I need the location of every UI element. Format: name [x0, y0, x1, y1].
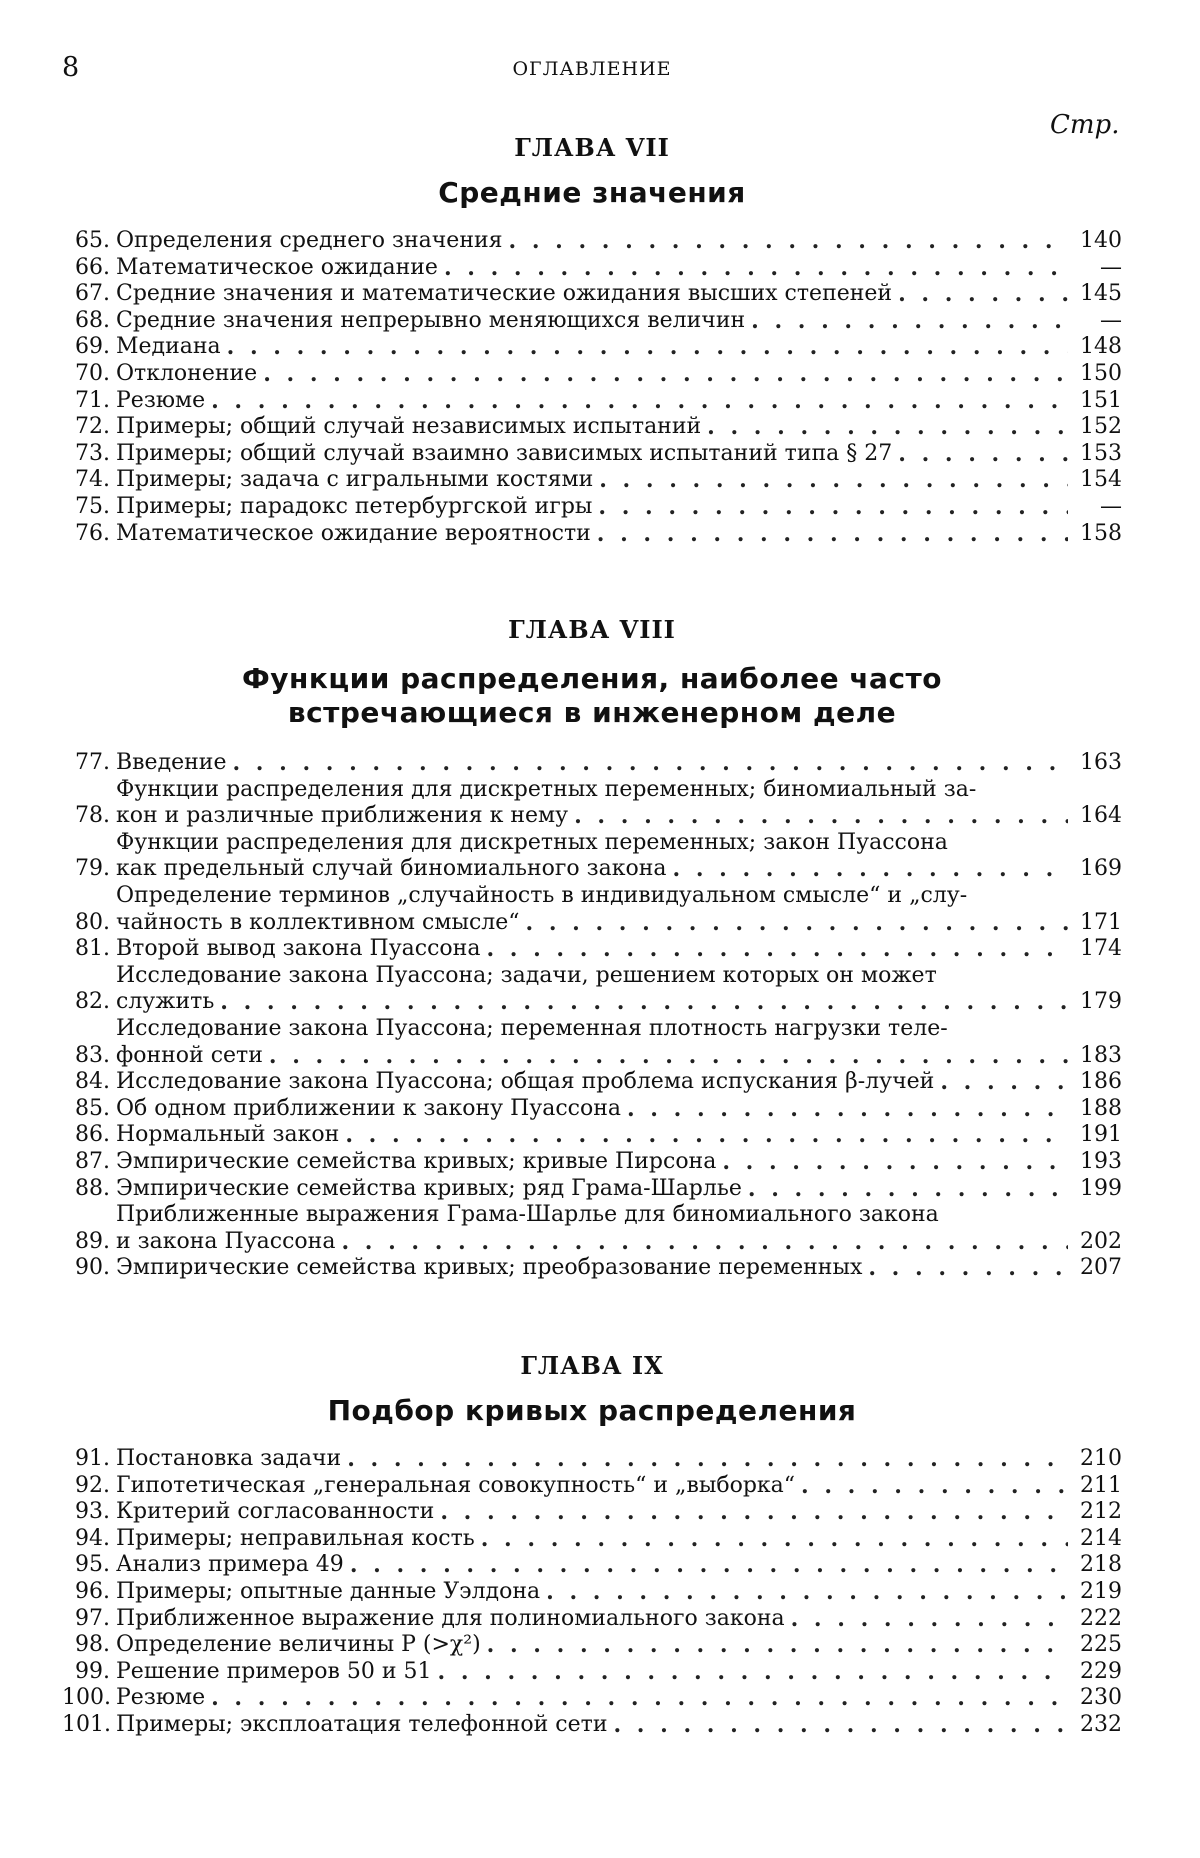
- section-title: Определения среднего значения: [116, 228, 503, 253]
- dot-leader: [597, 521, 1068, 548]
- section-title: Приближенные выражения Грама-Шарлье для биномиального закона: [116, 1202, 939, 1228]
- page-number-ref: 207: [1080, 1255, 1122, 1281]
- page-number-ref: 199: [1080, 1175, 1122, 1201]
- page-number-ref: 154: [1080, 467, 1122, 493]
- entry-body: [116, 830, 1074, 883]
- section-number: 67.: [75, 281, 110, 307]
- section-title: Отклонение: [116, 360, 258, 386]
- section-number: 90.: [75, 1255, 110, 1281]
- entry-body: [116, 883, 1074, 936]
- dot-leader: [220, 989, 1068, 1016]
- section-number: 81.: [75, 936, 110, 962]
- dot-leader: [481, 1526, 1068, 1553]
- section-title: Критерий согласованности: [116, 1499, 435, 1525]
- page-number-ref: —: [1100, 254, 1122, 280]
- entry-body: [116, 388, 1074, 415]
- dot-leader: [232, 750, 1068, 777]
- section-title: Резюме: [116, 387, 206, 413]
- dot-leader: [487, 1632, 1068, 1659]
- section-number: 94.: [75, 1525, 110, 1551]
- section-number: 92.: [75, 1472, 110, 1498]
- dot-leader: [898, 281, 1068, 308]
- section-number: 77.: [75, 750, 110, 775]
- dot-leader: [227, 334, 1068, 361]
- section-number: 83.: [75, 1042, 110, 1068]
- section-number: 70.: [75, 360, 110, 386]
- page-number-ref: 202: [1080, 1228, 1122, 1254]
- toc-entry: [62, 936, 1122, 963]
- chapter-title: Функции распределения, наиболее часто встречающиеся в инженерном деле: [241, 662, 942, 729]
- dot-leader: [440, 1499, 1068, 1526]
- toc-list: [62, 1446, 1122, 1739]
- toc-entry: [62, 963, 1122, 1016]
- dot-leader: [347, 1446, 1068, 1473]
- toc-entry: [62, 1473, 1122, 1500]
- section-title: Средние значения и математические ожидания высших степеней: [116, 281, 893, 307]
- entry-body: [116, 1632, 1074, 1659]
- section-title: Эмпирические семейства кривых; ряд Грама-Шарлье: [116, 1175, 742, 1201]
- section-title: Математическое ожидание: [116, 254, 438, 280]
- section-title: Постановка задачи: [116, 1446, 342, 1471]
- page-number-ref: 188: [1080, 1095, 1122, 1121]
- toc-entry: [62, 1552, 1122, 1579]
- section-title: Средние значения непрерывно меняющихся величин: [116, 307, 746, 333]
- section-number: 89.: [75, 1228, 110, 1254]
- toc-entry: [62, 1632, 1122, 1659]
- toc-entry: [62, 521, 1122, 548]
- section-title: Медиана: [116, 334, 221, 360]
- section-number: 69.: [75, 334, 110, 360]
- section-title: Примеры; задача с игральными костями: [116, 467, 594, 493]
- section-title: Резюме: [116, 1685, 206, 1711]
- entry-body: [116, 1499, 1074, 1526]
- toc-entry: [62, 388, 1122, 415]
- page-number-ref: 222: [1080, 1605, 1122, 1631]
- page-number-ref: 145: [1080, 281, 1122, 307]
- chapter-8: [62, 612, 1122, 1282]
- section-number: 72.: [75, 414, 110, 440]
- section-number: 68.: [75, 307, 110, 333]
- page-number-ref: 151: [1080, 387, 1122, 413]
- toc-list: [62, 750, 1122, 1282]
- page-number-ref: 183: [1080, 1042, 1122, 1068]
- dot-leader: [898, 441, 1068, 468]
- section-title-continuation-line: [116, 1229, 1074, 1256]
- running-head: ОГЛАВЛЕНИЕ: [512, 58, 672, 80]
- page-number-ref: 163: [1080, 750, 1122, 775]
- toc-entry: [62, 883, 1122, 936]
- toc-entry: [62, 228, 1122, 255]
- section-title: Нормальный закон: [116, 1122, 340, 1148]
- section-number: 98.: [75, 1632, 110, 1658]
- entry-body: [116, 1473, 1074, 1500]
- entry-body: [116, 1526, 1074, 1553]
- section-title-continuation-line: [116, 1043, 1074, 1070]
- page-number-ref: 211: [1080, 1472, 1122, 1498]
- dot-leader: [801, 1473, 1068, 1500]
- entry-body: [116, 936, 1074, 963]
- dot-leader: [263, 361, 1068, 388]
- page-number-ref: 219: [1080, 1578, 1122, 1604]
- page-number: 8: [62, 52, 80, 83]
- dot-leader: [707, 414, 1068, 441]
- section-number: 79.: [75, 856, 110, 882]
- entry-body: [116, 1255, 1074, 1282]
- toc-entry: [62, 1446, 1122, 1473]
- toc-entry: [62, 1069, 1122, 1096]
- section-number: 84.: [75, 1069, 110, 1095]
- section-number: 95.: [75, 1552, 110, 1578]
- page-number-ref: 230: [1080, 1685, 1122, 1711]
- page-number-ref: 229: [1080, 1658, 1122, 1684]
- dot-leader: [598, 494, 1068, 521]
- dot-leader: [341, 1229, 1068, 1256]
- entry-body: [116, 1685, 1074, 1712]
- entry-body: [116, 1659, 1074, 1686]
- toc-entry: [62, 1659, 1122, 1686]
- section-number: 78.: [75, 803, 110, 829]
- entry-body: [116, 1149, 1074, 1176]
- entry-body: [116, 1202, 1074, 1255]
- section-number: 76.: [75, 520, 110, 546]
- dot-leader: [940, 1069, 1068, 1096]
- toc-entry: [62, 1606, 1122, 1633]
- page-number-ref: 218: [1080, 1552, 1122, 1578]
- toc-entry: [62, 750, 1122, 777]
- entry-body: [116, 1069, 1074, 1096]
- section-number: 93.: [75, 1499, 110, 1525]
- entry-body: [116, 255, 1074, 282]
- toc-entry: [62, 1202, 1122, 1255]
- toc-entry: [62, 1122, 1122, 1149]
- dot-leader: [211, 1685, 1068, 1712]
- page-number-ref: 225: [1080, 1632, 1122, 1658]
- toc-entry: [62, 1255, 1122, 1282]
- section-number: 71.: [75, 387, 110, 413]
- dot-leader: [345, 1122, 1068, 1149]
- toc-entry: [62, 334, 1122, 361]
- entry-body: [116, 521, 1074, 548]
- dot-leader: [211, 388, 1068, 415]
- page-number-ref: 214: [1080, 1525, 1122, 1551]
- toc-list: [62, 228, 1122, 547]
- entry-body: [116, 308, 1074, 335]
- toc-entry: [62, 308, 1122, 335]
- section-title: Введение: [116, 750, 227, 775]
- toc-entry: [62, 1096, 1122, 1123]
- section-number: 87.: [75, 1148, 110, 1174]
- chapter-label: ГЛАВА VIII: [508, 615, 676, 644]
- page-number-ref: 171: [1080, 909, 1122, 935]
- chapter-label: ГЛАВА IX: [520, 1351, 664, 1380]
- section-title: Второй вывод закона Пуассона: [116, 936, 481, 962]
- entry-body: [116, 1096, 1074, 1123]
- entry-body: [116, 494, 1074, 521]
- section-number: 82.: [75, 989, 110, 1015]
- toc-entry: [62, 1579, 1122, 1606]
- dot-leader: [868, 1255, 1068, 1282]
- section-title: Примеры; эксплоатация телефонной сети: [116, 1711, 608, 1737]
- toc-entry: [62, 1526, 1122, 1553]
- toc-entry: [62, 777, 1122, 830]
- chapter-title: Подбор кривых распределения: [327, 1394, 857, 1427]
- entry-body: [116, 1552, 1074, 1579]
- toc-entry: [62, 1016, 1122, 1069]
- page-number-ref: 212: [1080, 1499, 1122, 1525]
- page-number-ref: 210: [1080, 1446, 1122, 1471]
- entry-body: [116, 361, 1074, 388]
- chapter-7: [62, 130, 1122, 547]
- section-number: 74.: [75, 467, 110, 493]
- toc-entry: [62, 1149, 1122, 1176]
- section-title-continuation: чайность в коллективном смысле“: [116, 909, 520, 935]
- section-title: Об одном приближении к закону Пуассона: [116, 1095, 621, 1121]
- section-title: Приближенное выражение для полиномиального закона: [116, 1605, 785, 1631]
- section-title: Анализ примера 49: [116, 1552, 344, 1578]
- toc-entry: [62, 255, 1122, 282]
- toc-entry: [62, 1499, 1122, 1526]
- section-number: 85.: [75, 1095, 110, 1121]
- section-number: 75.: [75, 493, 110, 519]
- section-title-continuation-line: [116, 910, 1074, 937]
- dot-leader: [486, 936, 1068, 963]
- dot-leader: [509, 228, 1068, 255]
- entry-body: [116, 750, 1074, 777]
- entry-body: [116, 1122, 1074, 1149]
- dot-leader: [350, 1552, 1068, 1579]
- page-number-ref: 148: [1080, 334, 1122, 360]
- dot-leader: [627, 1096, 1068, 1123]
- entry-body: [116, 777, 1074, 830]
- section-title: Исследование закона Пуассона; задачи, решением которых он может: [116, 962, 937, 988]
- chapter-9: [62, 1348, 1122, 1739]
- section-title: Математическое ожидание вероятности: [116, 520, 591, 546]
- page-number-ref: 179: [1080, 989, 1122, 1015]
- chapter-label: ГЛАВА VII: [514, 133, 670, 162]
- entry-body: [116, 414, 1074, 441]
- section-number: 97.: [75, 1605, 110, 1631]
- dot-leader: [269, 1043, 1068, 1070]
- section-title: Функции распределения для дискретных переменных; биномиальный за-: [116, 776, 977, 802]
- section-number: 100.: [62, 1685, 111, 1711]
- page-number-ref: —: [1100, 493, 1122, 519]
- section-title-continuation-line: [116, 989, 1074, 1016]
- entry-body: [116, 1712, 1074, 1739]
- page-number-ref: 140: [1080, 228, 1122, 253]
- toc-entry: [62, 1712, 1122, 1739]
- section-number: 65.: [75, 228, 110, 253]
- section-title: Примеры; неправильная кость: [116, 1525, 475, 1551]
- entry-body: [116, 1446, 1074, 1473]
- section-title-continuation-line: [116, 803, 1074, 830]
- chapter-title: Средние значения: [438, 176, 746, 209]
- toc-entry: [62, 1176, 1122, 1203]
- section-title: Решение примеров 50 и 51: [116, 1658, 432, 1684]
- section-title: Примеры; парадокс петербургской игры: [116, 493, 593, 519]
- page-number-ref: 152: [1080, 414, 1122, 440]
- section-number: 73.: [75, 440, 110, 466]
- section-number: 80.: [75, 909, 110, 935]
- toc-entry: [62, 467, 1122, 494]
- section-title: Исследование закона Пуассона; переменная плотность нагрузки теле-: [116, 1015, 948, 1041]
- dot-leader: [673, 856, 1068, 883]
- page-number-ref: 153: [1080, 440, 1122, 466]
- page-number-ref: 191: [1080, 1122, 1122, 1148]
- dot-leader: [444, 255, 1068, 282]
- dot-leader: [438, 1659, 1068, 1686]
- dot-leader: [599, 467, 1068, 494]
- dot-leader: [526, 910, 1068, 937]
- section-number: 88.: [75, 1175, 110, 1201]
- entry-body: [116, 441, 1074, 468]
- page-number-ref: 193: [1080, 1148, 1122, 1174]
- section-number: 96.: [75, 1578, 110, 1604]
- toc-entry: [62, 414, 1122, 441]
- section-title: Определение терминов „случайность в индивидуальном смысле“ и „слу-: [116, 882, 968, 908]
- toc-entry: [62, 281, 1122, 308]
- page-header: [62, 52, 1122, 92]
- toc-entry: [62, 361, 1122, 388]
- page-number-ref: —: [1100, 307, 1122, 333]
- dot-leader: [574, 803, 1068, 830]
- page-number-ref: 232: [1080, 1711, 1122, 1737]
- section-title-continuation-line: [116, 856, 1074, 883]
- section-title: Гипотетическая „генеральная совокупность“ и „выборка“: [116, 1472, 796, 1498]
- section-title-continuation: кон и различные приближения к нему: [116, 803, 569, 829]
- section-title-continuation: фонной сети: [116, 1042, 263, 1068]
- page-number-ref: 169: [1080, 856, 1122, 882]
- dot-leader: [722, 1149, 1068, 1176]
- entry-body: [116, 1579, 1074, 1606]
- dot-leader: [546, 1579, 1068, 1606]
- section-title: Примеры; общий случай взаимно зависимых испытаний типа § 27: [116, 440, 893, 466]
- page-number-ref: 164: [1080, 803, 1122, 829]
- section-number: 101.: [62, 1711, 111, 1737]
- section-title-continuation: как предельный случай биномиального закона: [116, 856, 667, 882]
- section-title: Примеры; опытные данные Уэлдона: [116, 1578, 541, 1604]
- entry-body: [116, 334, 1074, 361]
- section-title-continuation: служить: [116, 989, 215, 1015]
- page-number-ref: 174: [1080, 936, 1122, 962]
- toc-entry: [62, 1685, 1122, 1712]
- page-number-ref: 158: [1080, 520, 1122, 546]
- section-number: 86.: [75, 1122, 110, 1148]
- section-number: 99.: [75, 1658, 110, 1684]
- page-number-ref: 186: [1080, 1069, 1122, 1095]
- section-number: 91.: [75, 1446, 110, 1471]
- section-title: Эмпирические семейства кривых; кривые Пирсона: [116, 1148, 717, 1174]
- section-title: Определение величины P (>χ²): [116, 1632, 481, 1658]
- toc-entry: [62, 830, 1122, 883]
- page-number-ref: 150: [1080, 360, 1122, 386]
- toc-entry: [62, 441, 1122, 468]
- section-title: Исследование закона Пуассона; общая проблема испускания β-лучей: [116, 1069, 935, 1095]
- page-column-label: Стр.: [1050, 110, 1120, 140]
- dot-leader: [748, 1176, 1068, 1203]
- entry-body: [116, 228, 1074, 255]
- section-title: Функции распределения для дискретных переменных; закон Пуассона: [116, 829, 948, 855]
- dot-leader: [613, 1712, 1068, 1739]
- section-number: 66.: [75, 254, 110, 280]
- section-title: Примеры; общий случай независимых испытаний: [116, 414, 702, 440]
- entry-body: [116, 1016, 1074, 1069]
- entry-body: [116, 1606, 1074, 1633]
- entry-body: [116, 467, 1074, 494]
- dot-leader: [791, 1606, 1068, 1633]
- entry-body: [116, 1176, 1074, 1203]
- dot-leader: [751, 308, 1068, 335]
- entry-body: [116, 963, 1074, 1016]
- section-title-continuation: и закона Пуассона: [116, 1228, 336, 1254]
- section-title: Эмпирические семейства кривых; преобразование переменных: [116, 1255, 863, 1281]
- entry-body: [116, 281, 1074, 308]
- toc-entry: [62, 494, 1122, 521]
